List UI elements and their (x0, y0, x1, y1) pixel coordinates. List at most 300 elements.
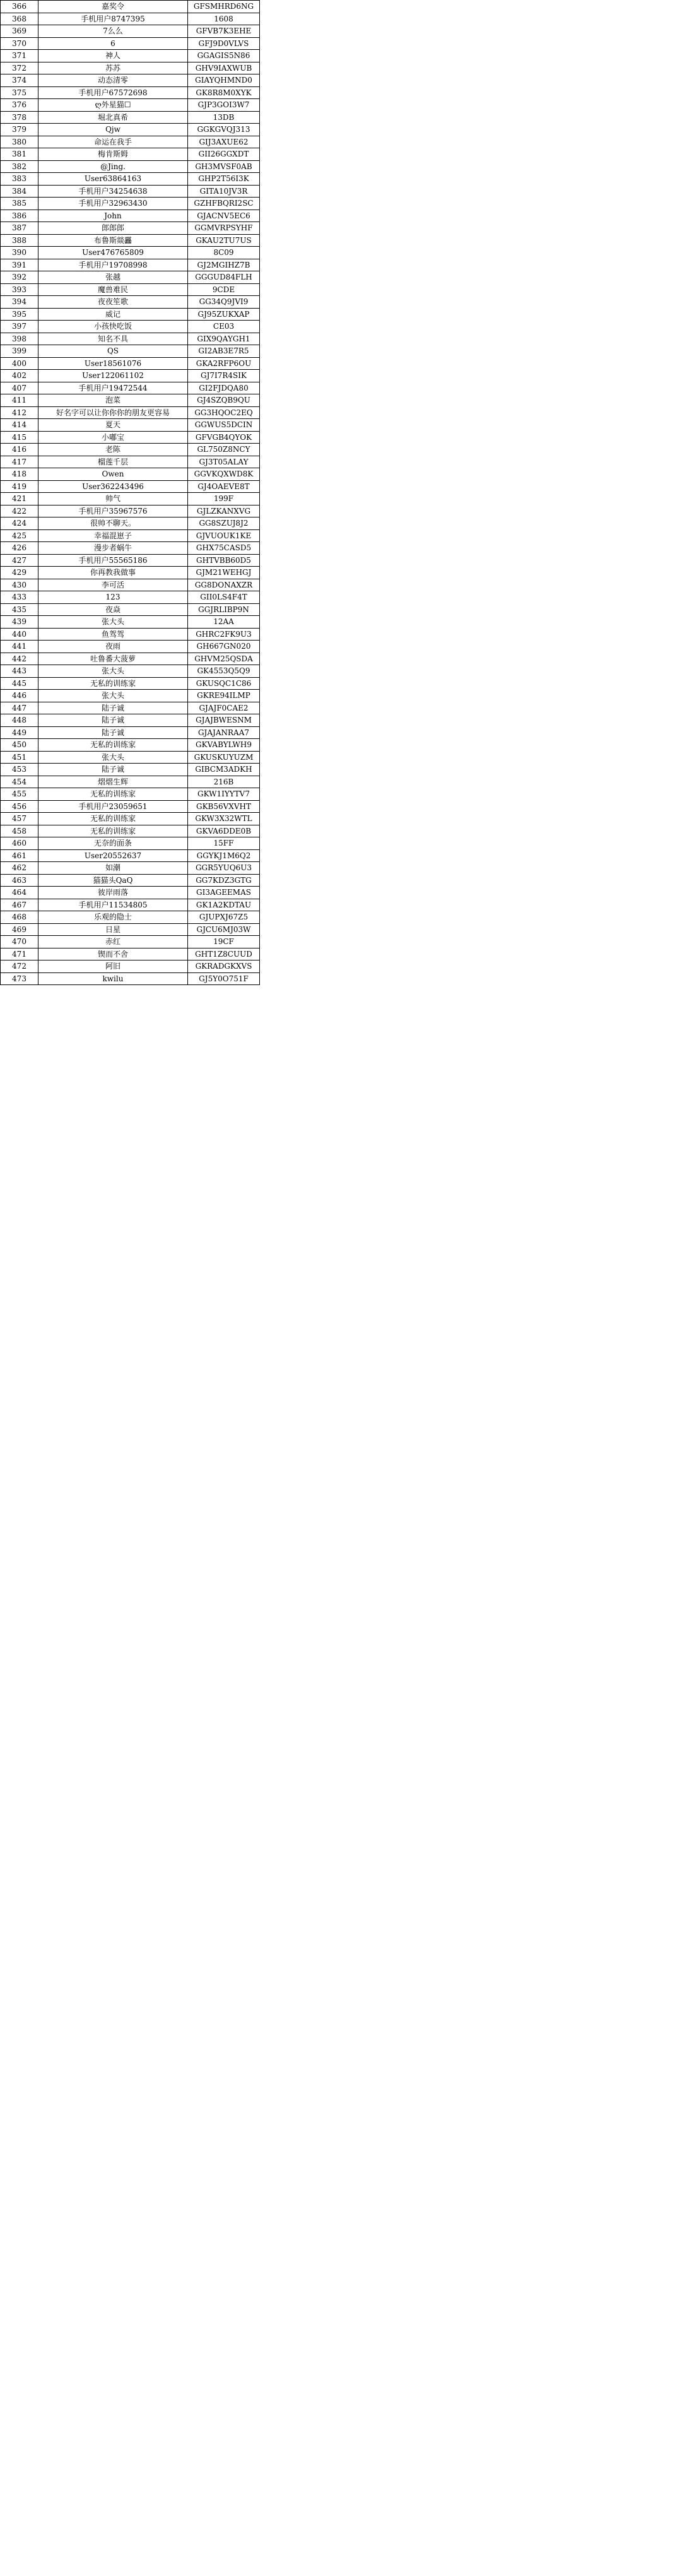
code-cell[interactable]: 19CF (188, 936, 260, 948)
code-cell[interactable]: GIJ3AXUE62 (188, 136, 260, 148)
row-number-cell[interactable]: 415 (1, 431, 38, 444)
table-row (1, 370, 260, 382)
table-row (1, 321, 260, 333)
row-number-cell[interactable]: 427 (1, 554, 38, 567)
row-number-cell[interactable]: 386 (1, 210, 38, 222)
code-cell[interactable]: GJAJF0CAE2 (188, 702, 260, 714)
row-number-cell[interactable]: 429 (1, 567, 38, 579)
code-cell[interactable]: GJ3T05ALAY (188, 456, 260, 468)
table-row (1, 529, 260, 542)
row-number-cell[interactable]: 390 (1, 247, 38, 259)
table-row (1, 677, 260, 690)
nickname-cell[interactable]: 无奈的面条 (38, 837, 188, 850)
table-row (1, 210, 260, 222)
row-number-cell[interactable]: 457 (1, 813, 38, 825)
nickname-cell[interactable]: 7么么 (38, 25, 188, 38)
code-cell[interactable]: GKUSKUYUZM (188, 751, 260, 764)
row-number-cell[interactable]: 381 (1, 148, 38, 161)
code-cell[interactable]: GGR5YUQ6U3 (188, 862, 260, 875)
row-number-cell[interactable]: 374 (1, 74, 38, 87)
code-cell[interactable]: GJAJBWESNM (188, 714, 260, 727)
code-cell[interactable]: GI2FJDQA80 (188, 382, 260, 394)
code-cell[interactable]: GHP2T56I3K (188, 173, 260, 186)
code-cell[interactable]: GKAU2TU7US (188, 234, 260, 247)
row-number-cell[interactable]: 407 (1, 382, 38, 394)
row-number-cell[interactable]: 414 (1, 419, 38, 432)
nickname-cell[interactable]: 夏天 (38, 419, 188, 432)
row-number-cell[interactable]: 412 (1, 406, 38, 419)
row-number-cell[interactable]: 372 (1, 62, 38, 74)
row-number-cell[interactable]: 424 (1, 517, 38, 530)
table-row (1, 13, 260, 25)
nickname-cell[interactable]: 陆子诚 (38, 714, 188, 727)
nickname-cell[interactable]: 嘉奖令 (38, 1, 188, 13)
nickname-cell[interactable]: 布鲁斯燚靐 (38, 234, 188, 247)
row-number-cell[interactable]: 422 (1, 505, 38, 517)
code-cell[interactable]: GIBCM3ADKH (188, 764, 260, 776)
nickname-cell[interactable]: User362243496 (38, 480, 188, 493)
code-cell[interactable]: GJP3GOI3W7 (188, 99, 260, 112)
nickname-cell[interactable]: User476765809 (38, 247, 188, 259)
row-number-cell[interactable]: 378 (1, 111, 38, 124)
table-row (1, 124, 260, 136)
code-cell[interactable]: GGAGIS5N86 (188, 50, 260, 62)
row-number-cell[interactable]: 366 (1, 1, 38, 13)
code-cell[interactable]: GKVABYLWH9 (188, 739, 260, 752)
nickname-cell[interactable]: Qjw (38, 124, 188, 136)
row-number-cell[interactable]: 402 (1, 370, 38, 382)
row-number-cell[interactable]: 454 (1, 776, 38, 788)
code-cell[interactable]: GJ5Y0O751F (188, 972, 260, 985)
nickname-cell[interactable]: 张大头 (38, 665, 188, 678)
row-number-cell[interactable]: 449 (1, 726, 38, 739)
nickname-cell[interactable]: 手机用户11534805 (38, 899, 188, 911)
code-cell[interactable]: GJ4SZQB9QU (188, 394, 260, 407)
code-cell[interactable]: GJACNV5EC6 (188, 210, 260, 222)
row-number-cell[interactable]: 384 (1, 185, 38, 198)
table-row (1, 283, 260, 296)
row-number-cell[interactable]: 376 (1, 99, 38, 112)
row-number-cell[interactable]: 445 (1, 677, 38, 690)
table-row (1, 641, 260, 653)
row-number-cell[interactable]: 391 (1, 259, 38, 271)
row-number-cell[interactable]: 371 (1, 50, 38, 62)
row-number-cell[interactable]: 456 (1, 800, 38, 813)
table-row (1, 394, 260, 407)
row-number-cell[interactable]: 447 (1, 702, 38, 714)
nickname-cell[interactable]: 命运在我手 (38, 136, 188, 148)
nickname-cell[interactable]: 手机用户32963430 (38, 198, 188, 210)
nickname-cell[interactable]: 手机用户8747395 (38, 13, 188, 25)
row-number-cell[interactable]: 370 (1, 37, 38, 50)
row-number-cell[interactable]: 453 (1, 764, 38, 776)
nickname-cell[interactable]: 老陈 (38, 444, 188, 456)
nickname-cell[interactable]: 苏苏 (38, 62, 188, 74)
nickname-cell[interactable]: 帅气 (38, 493, 188, 505)
row-number-cell[interactable]: 464 (1, 887, 38, 899)
code-cell[interactable]: GGGUD84FLH (188, 271, 260, 284)
nickname-cell[interactable]: 张大头 (38, 616, 188, 629)
table-row (1, 406, 260, 419)
table-row (1, 505, 260, 517)
row-number-cell[interactable]: 433 (1, 591, 38, 604)
table-row (1, 185, 260, 198)
row-number-cell[interactable]: 379 (1, 124, 38, 136)
table-row (1, 849, 260, 862)
table-row (1, 444, 260, 456)
nickname-cell[interactable]: 无私的训练家 (38, 825, 188, 837)
table-row (1, 923, 260, 936)
table-row (1, 345, 260, 358)
row-number-cell[interactable]: 387 (1, 222, 38, 235)
row-number-cell[interactable]: 416 (1, 444, 38, 456)
code-cell[interactable]: 9CDE (188, 283, 260, 296)
row-number-cell[interactable]: 369 (1, 25, 38, 38)
row-number-cell[interactable]: 470 (1, 936, 38, 948)
nickname-cell[interactable]: 如潮 (38, 862, 188, 875)
code-cell[interactable]: GJCU6MJ03W (188, 923, 260, 936)
table-row (1, 972, 260, 985)
row-number-cell[interactable]: 388 (1, 234, 38, 247)
row-number-cell[interactable]: 468 (1, 911, 38, 924)
nickname-cell[interactable]: 手机用户67572698 (38, 86, 188, 99)
nickname-cell[interactable]: User20552637 (38, 849, 188, 862)
nickname-cell[interactable]: 手机用户23059651 (38, 800, 188, 813)
nickname-cell[interactable]: ღ外星猫☐ (38, 99, 188, 112)
nickname-cell[interactable]: 小孩快吃饭 (38, 321, 188, 333)
table-row (1, 198, 260, 210)
row-number-cell[interactable]: 419 (1, 480, 38, 493)
table-row (1, 813, 260, 825)
code-cell[interactable]: GGVKQXWD8K (188, 468, 260, 481)
table-row (1, 480, 260, 493)
code-cell[interactable]: GITA10JV3R (188, 185, 260, 198)
code-cell[interactable]: GG34Q9JVI9 (188, 296, 260, 309)
table-row (1, 690, 260, 702)
row-number-cell[interactable]: 462 (1, 862, 38, 875)
code-cell[interactable]: GKW1IYYTV7 (188, 788, 260, 801)
row-number-cell[interactable]: 417 (1, 456, 38, 468)
row-number-cell[interactable]: 458 (1, 825, 38, 837)
code-cell[interactable]: GJUPXJ67Z5 (188, 911, 260, 924)
row-number-cell[interactable]: 418 (1, 468, 38, 481)
table-row (1, 296, 260, 309)
code-cell[interactable]: 1608 (188, 13, 260, 25)
nickname-cell[interactable]: 阿旧 (38, 960, 188, 973)
row-number-cell[interactable]: 435 (1, 603, 38, 616)
nickname-cell[interactable]: 梅肯斯姆 (38, 148, 188, 161)
nickname-cell[interactable]: 乐观的隐士 (38, 911, 188, 924)
code-cell[interactable]: GKB56VXVHT (188, 800, 260, 813)
row-number-cell[interactable]: 368 (1, 13, 38, 25)
table-row (1, 960, 260, 973)
row-number-cell[interactable]: 460 (1, 837, 38, 850)
code-cell[interactable]: GI3AGEEMAS (188, 887, 260, 899)
code-cell[interactable]: GJ95ZUKXAP (188, 308, 260, 321)
nickname-cell[interactable]: 知名不具 (38, 333, 188, 345)
nickname-cell[interactable]: 张大头 (38, 751, 188, 764)
code-cell[interactable]: GG3HQOC2EQ (188, 406, 260, 419)
nickname-cell[interactable]: 很帅不聊天。 (38, 517, 188, 530)
table-row (1, 603, 260, 616)
table-row (1, 308, 260, 321)
table-row (1, 468, 260, 481)
row-number-cell[interactable]: 473 (1, 972, 38, 985)
table-row (1, 899, 260, 911)
table-row (1, 702, 260, 714)
table-row (1, 25, 260, 38)
code-cell[interactable]: GIX9QAYGH1 (188, 333, 260, 345)
row-number-cell[interactable]: 446 (1, 690, 38, 702)
row-number-cell[interactable]: 440 (1, 628, 38, 641)
nickname-cell[interactable]: 鱼驾驾 (38, 628, 188, 641)
code-cell[interactable]: CE03 (188, 321, 260, 333)
nickname-cell[interactable]: 无私的训练家 (38, 813, 188, 825)
table-row (1, 542, 260, 555)
code-cell[interactable]: GGYKJ1M6Q2 (188, 849, 260, 862)
code-cell[interactable]: GG7KDZ3GTG (188, 874, 260, 887)
code-cell[interactable]: GJVUOUK1KE (188, 529, 260, 542)
row-number-cell[interactable]: 441 (1, 641, 38, 653)
row-number-cell[interactable]: 411 (1, 394, 38, 407)
table-row (1, 616, 260, 629)
code-cell[interactable]: GIAYQHMND0 (188, 74, 260, 87)
table-row (1, 887, 260, 899)
row-number-cell[interactable]: 442 (1, 653, 38, 665)
nickname-cell[interactable]: 猫猫头QaQ (38, 874, 188, 887)
nickname-cell[interactable]: @Jing. (38, 160, 188, 173)
row-number-cell[interactable]: 393 (1, 283, 38, 296)
code-cell[interactable]: GKUSQC1C86 (188, 677, 260, 690)
code-cell[interactable]: GHV9IAXWUB (188, 62, 260, 74)
table-row (1, 493, 260, 505)
table-row (1, 456, 260, 468)
row-number-cell[interactable]: 399 (1, 345, 38, 358)
nickname-cell[interactable]: User63864163 (38, 173, 188, 186)
nickname-cell[interactable]: 郎郎郎 (38, 222, 188, 235)
nickname-cell[interactable]: 无私的训练家 (38, 677, 188, 690)
row-number-cell[interactable]: 472 (1, 960, 38, 973)
nickname-cell[interactable]: 6 (38, 37, 188, 50)
row-number-cell[interactable]: 394 (1, 296, 38, 309)
nickname-cell[interactable]: 锲而不舍 (38, 948, 188, 960)
table-row (1, 776, 260, 788)
code-cell[interactable]: GL750Z8NCY (188, 444, 260, 456)
code-cell[interactable]: GHVM25QSDA (188, 653, 260, 665)
table-row (1, 62, 260, 74)
code-cell[interactable]: GII0LS4F4T (188, 591, 260, 604)
code-cell[interactable]: GI2AB3E7R5 (188, 345, 260, 358)
nickname-cell[interactable]: 123 (38, 591, 188, 604)
nickname-cell[interactable]: 夜夜笙歌 (38, 296, 188, 309)
row-number-cell[interactable]: 455 (1, 788, 38, 801)
nickname-cell[interactable]: 威记 (38, 308, 188, 321)
row-number-cell[interactable]: 375 (1, 86, 38, 99)
table-row (1, 788, 260, 801)
nickname-cell[interactable]: 漫步者蜗牛 (38, 542, 188, 555)
row-number-cell[interactable]: 463 (1, 874, 38, 887)
row-number-cell[interactable]: 398 (1, 333, 38, 345)
table-row (1, 419, 260, 432)
nickname-cell[interactable]: 吐鲁番大菠萝 (38, 653, 188, 665)
nickname-cell[interactable]: 动态清零 (38, 74, 188, 87)
code-cell[interactable]: GJAJANRAA7 (188, 726, 260, 739)
code-cell[interactable]: 12AA (188, 616, 260, 629)
code-cell[interactable]: 13DB (188, 111, 260, 124)
nickname-cell[interactable]: 无私的训练家 (38, 739, 188, 752)
nickname-cell[interactable]: User122061102 (38, 370, 188, 382)
code-cell[interactable]: GJ7I7R4SIK (188, 370, 260, 382)
code-cell[interactable]: GGJRLIBP9N (188, 603, 260, 616)
code-cell[interactable]: GJM21WEHGJ (188, 567, 260, 579)
nickname-cell[interactable]: 手机用户35967576 (38, 505, 188, 517)
row-number-cell[interactable]: 380 (1, 136, 38, 148)
code-cell[interactable]: GJ2MGIHZ7B (188, 259, 260, 271)
nickname-cell[interactable]: 榴莲千层 (38, 456, 188, 468)
row-number-cell[interactable]: 425 (1, 529, 38, 542)
row-number-cell[interactable]: 400 (1, 357, 38, 370)
nickname-cell[interactable]: QS (38, 345, 188, 358)
row-number-cell[interactable]: 395 (1, 308, 38, 321)
row-number-cell[interactable]: 397 (1, 321, 38, 333)
table-row (1, 554, 260, 567)
code-cell[interactable]: GHT1Z8CUUD (188, 948, 260, 960)
table-row (1, 357, 260, 370)
code-cell[interactable]: GII26GGXDT (188, 148, 260, 161)
code-cell[interactable]: GK8R8M0XYK (188, 86, 260, 99)
code-cell[interactable]: GKA2RFP6OU (188, 357, 260, 370)
table-row (1, 517, 260, 530)
row-number-cell[interactable]: 469 (1, 923, 38, 936)
nickname-cell[interactable]: 彼岸雨落 (38, 887, 188, 899)
spreadsheet-table (0, 0, 260, 985)
nickname-cell[interactable]: 魔兽难民 (38, 283, 188, 296)
table-row (1, 825, 260, 837)
nickname-cell[interactable]: 手机用户19708998 (38, 259, 188, 271)
nickname-cell[interactable]: 手机用户34254638 (38, 185, 188, 198)
code-cell[interactable]: GKRE94ILMP (188, 690, 260, 702)
code-cell[interactable]: GGMVRPSYHF (188, 222, 260, 235)
nickname-cell[interactable]: 夜焱 (38, 603, 188, 616)
table-row (1, 628, 260, 641)
nickname-cell[interactable]: 好名字可以让你你你的朋友更容易 (38, 406, 188, 419)
code-cell[interactable]: GZHFBQRI2SC (188, 198, 260, 210)
nickname-cell[interactable]: 陆子诚 (38, 764, 188, 776)
nickname-cell[interactable]: Owen (38, 468, 188, 481)
code-cell[interactable]: GJ4OAEVE8T (188, 480, 260, 493)
nickname-cell[interactable]: 无私的训练家 (38, 788, 188, 801)
code-cell[interactable]: 199F (188, 493, 260, 505)
table-row (1, 653, 260, 665)
code-cell[interactable]: GFSMHRD6NG (188, 1, 260, 13)
table-row (1, 714, 260, 727)
table-row (1, 148, 260, 161)
code-cell[interactable]: GFVGB4QYOK (188, 431, 260, 444)
code-cell[interactable]: GG8SZUJ8J2 (188, 517, 260, 530)
row-number-cell[interactable]: 392 (1, 271, 38, 284)
row-number-cell[interactable]: 426 (1, 542, 38, 555)
nickname-cell[interactable]: 堀北真希 (38, 111, 188, 124)
code-cell[interactable]: GHRC2FK9U3 (188, 628, 260, 641)
nickname-cell[interactable]: 夜雨 (38, 641, 188, 653)
table-row (1, 50, 260, 62)
nickname-cell[interactable]: 你再教我做事 (38, 567, 188, 579)
table-row (1, 431, 260, 444)
code-cell[interactable]: GK4553Q5Q9 (188, 665, 260, 678)
code-cell[interactable]: 15FF (188, 837, 260, 850)
code-cell[interactable]: GHX75CASD5 (188, 542, 260, 555)
nickname-cell[interactable]: 熠熠生辉 (38, 776, 188, 788)
table-row (1, 911, 260, 924)
table-row (1, 579, 260, 591)
table-row (1, 382, 260, 394)
nickname-cell[interactable]: 小嘟宝 (38, 431, 188, 444)
table-row (1, 160, 260, 173)
code-cell[interactable]: GKVA6DDE0B (188, 825, 260, 837)
row-number-cell[interactable]: 450 (1, 739, 38, 752)
nickname-cell[interactable]: kwilu (38, 972, 188, 985)
code-cell[interactable]: GKW3X32WTL (188, 813, 260, 825)
code-cell[interactable]: GFVB7K3EHE (188, 25, 260, 38)
row-number-cell[interactable]: 383 (1, 173, 38, 186)
nickname-cell[interactable]: 日星 (38, 923, 188, 936)
nickname-cell[interactable]: John (38, 210, 188, 222)
nickname-cell[interactable]: 李可活 (38, 579, 188, 591)
code-cell[interactable]: 216B (188, 776, 260, 788)
table-row (1, 751, 260, 764)
row-number-cell[interactable]: 467 (1, 899, 38, 911)
code-cell[interactable]: GJLZKANXVG (188, 505, 260, 517)
nickname-cell[interactable]: User18561076 (38, 357, 188, 370)
row-number-cell[interactable]: 430 (1, 579, 38, 591)
table-row (1, 222, 260, 235)
row-number-cell[interactable]: 471 (1, 948, 38, 960)
row-number-cell[interactable]: 382 (1, 160, 38, 173)
code-cell[interactable]: GFJ9D0VLVS (188, 37, 260, 50)
nickname-cell[interactable]: 手机用户55565186 (38, 554, 188, 567)
nickname-cell[interactable]: 神人 (38, 50, 188, 62)
nickname-cell[interactable]: 赤红 (38, 936, 188, 948)
table-row (1, 764, 260, 776)
table-body (1, 1, 260, 985)
nickname-cell[interactable]: 张大头 (38, 690, 188, 702)
row-number-cell[interactable]: 421 (1, 493, 38, 505)
row-number-cell[interactable]: 439 (1, 616, 38, 629)
table-row (1, 837, 260, 850)
code-cell[interactable]: GK1A2KDTAU (188, 899, 260, 911)
code-cell[interactable]: 8C09 (188, 247, 260, 259)
row-number-cell[interactable]: 443 (1, 665, 38, 678)
code-cell[interactable]: GGWUS5DCIN (188, 419, 260, 432)
code-cell[interactable]: GGKGVQJ313 (188, 124, 260, 136)
table-row (1, 271, 260, 284)
code-cell[interactable]: GKRADGKXVS (188, 960, 260, 973)
row-number-cell[interactable]: 385 (1, 198, 38, 210)
nickname-cell[interactable]: 陆子诚 (38, 702, 188, 714)
code-cell[interactable]: GH667GN020 (188, 641, 260, 653)
code-cell[interactable]: GH3MVSF0AB (188, 160, 260, 173)
row-number-cell[interactable]: 451 (1, 751, 38, 764)
nickname-cell[interactable]: 泡菜 (38, 394, 188, 407)
code-cell[interactable]: GHTVBB60D5 (188, 554, 260, 567)
nickname-cell[interactable]: 张越 (38, 271, 188, 284)
row-number-cell[interactable]: 448 (1, 714, 38, 727)
nickname-cell[interactable]: 手机用户19472544 (38, 382, 188, 394)
row-number-cell[interactable]: 461 (1, 849, 38, 862)
code-cell[interactable]: GG8DONAXZR (188, 579, 260, 591)
nickname-cell[interactable]: 陆子诚 (38, 726, 188, 739)
nickname-cell[interactable]: 幸福混崽子 (38, 529, 188, 542)
